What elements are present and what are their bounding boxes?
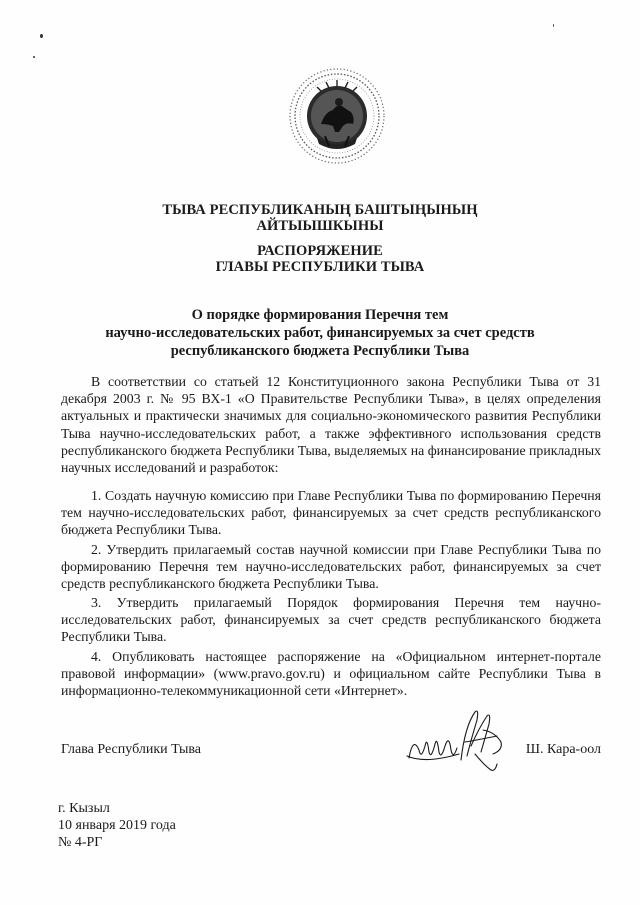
title-line-3: республиканского бюджета Республики Тыва <box>170 343 470 359</box>
signatory-position: Глава Республики Тыва <box>61 742 202 757</box>
item-paragraph-1: 1. Создать научную комиссию при Главе Республики Тыва по формированию Перечня тем научно-исследовательских работ, финансируемых за счет средств республиканского бюджета Республики Тыва. <box>61 488 601 538</box>
title-line-2: научно-исследовательских работ, финансируемых за счет средств <box>105 325 535 341</box>
russian-header-line-2: ГЛАВЫ РЕСПУБЛИКИ ТЫВА <box>215 259 425 275</box>
signature-row <box>61 742 601 762</box>
document-footer <box>58 800 176 851</box>
item-paragraph-4: 4. Опубликовать настоящее распоряжение на «Официальном интернет-портале правовой информации» (www.pravo.gov.ru) и официальном сайте Республики Тыва в информационно-телекоммуникационной сети «Интернет». <box>61 649 601 699</box>
scan-speck <box>40 34 43 38</box>
tuvan-header <box>0 202 640 234</box>
preamble-paragraph: В соответствии со статьей 12 Конституционного закона Республики Тыва от 31 декабря 2003 г. № 95 ВХ-1 «О Правительстве Республики Тыва», в целях определения актуальных и практически значимых для социально-экономического развития Республики Тыва научно-исследовательских работ, а также эффективного использования средств республиканского бюджета Республики Тыва, выделяемых на финансирование прикладных научных исследований и разработок: <box>61 374 601 476</box>
footer-city: г. Кызыл <box>58 801 110 816</box>
title-line-1: О порядке формирования Перечня тем <box>191 307 449 323</box>
item-paragraph-2: 2. Утвердить прилагаемый состав научной комиссии при Главе Республики Тыва по формированию Перечня тем научно-исследовательских работ, финансируемых за счет средств республиканского бюджета Республики Тыва. <box>61 542 601 592</box>
document-title <box>0 306 640 360</box>
footer-date: 10 января 2019 года <box>58 818 176 833</box>
russian-header-line-1: РАСПОРЯЖЕНИЕ <box>257 243 383 259</box>
signature-icon <box>405 706 510 774</box>
item-paragraph-3: 3. Утвердить прилагаемый Порядок формирования Перечня тем научно-исследовательских работ, финансируемых за счет средств республиканского бюджета Республики Тыва. <box>61 595 601 645</box>
russian-header <box>0 243 640 275</box>
scan-speck <box>553 24 554 27</box>
scan-speck <box>33 56 35 58</box>
tuvan-header-line-1: ТЫВА РЕСПУБЛИКАНЫҢ БАШТЫҢЫНЫҢ <box>162 202 478 218</box>
tuvan-header-line-2: АЙТЫЫШКЫНЫ <box>256 218 384 234</box>
signatory-name: Ш. Кара-оол <box>525 742 601 757</box>
coat-of-arms-icon <box>287 66 387 166</box>
footer-number: № 4-РГ <box>58 835 103 850</box>
